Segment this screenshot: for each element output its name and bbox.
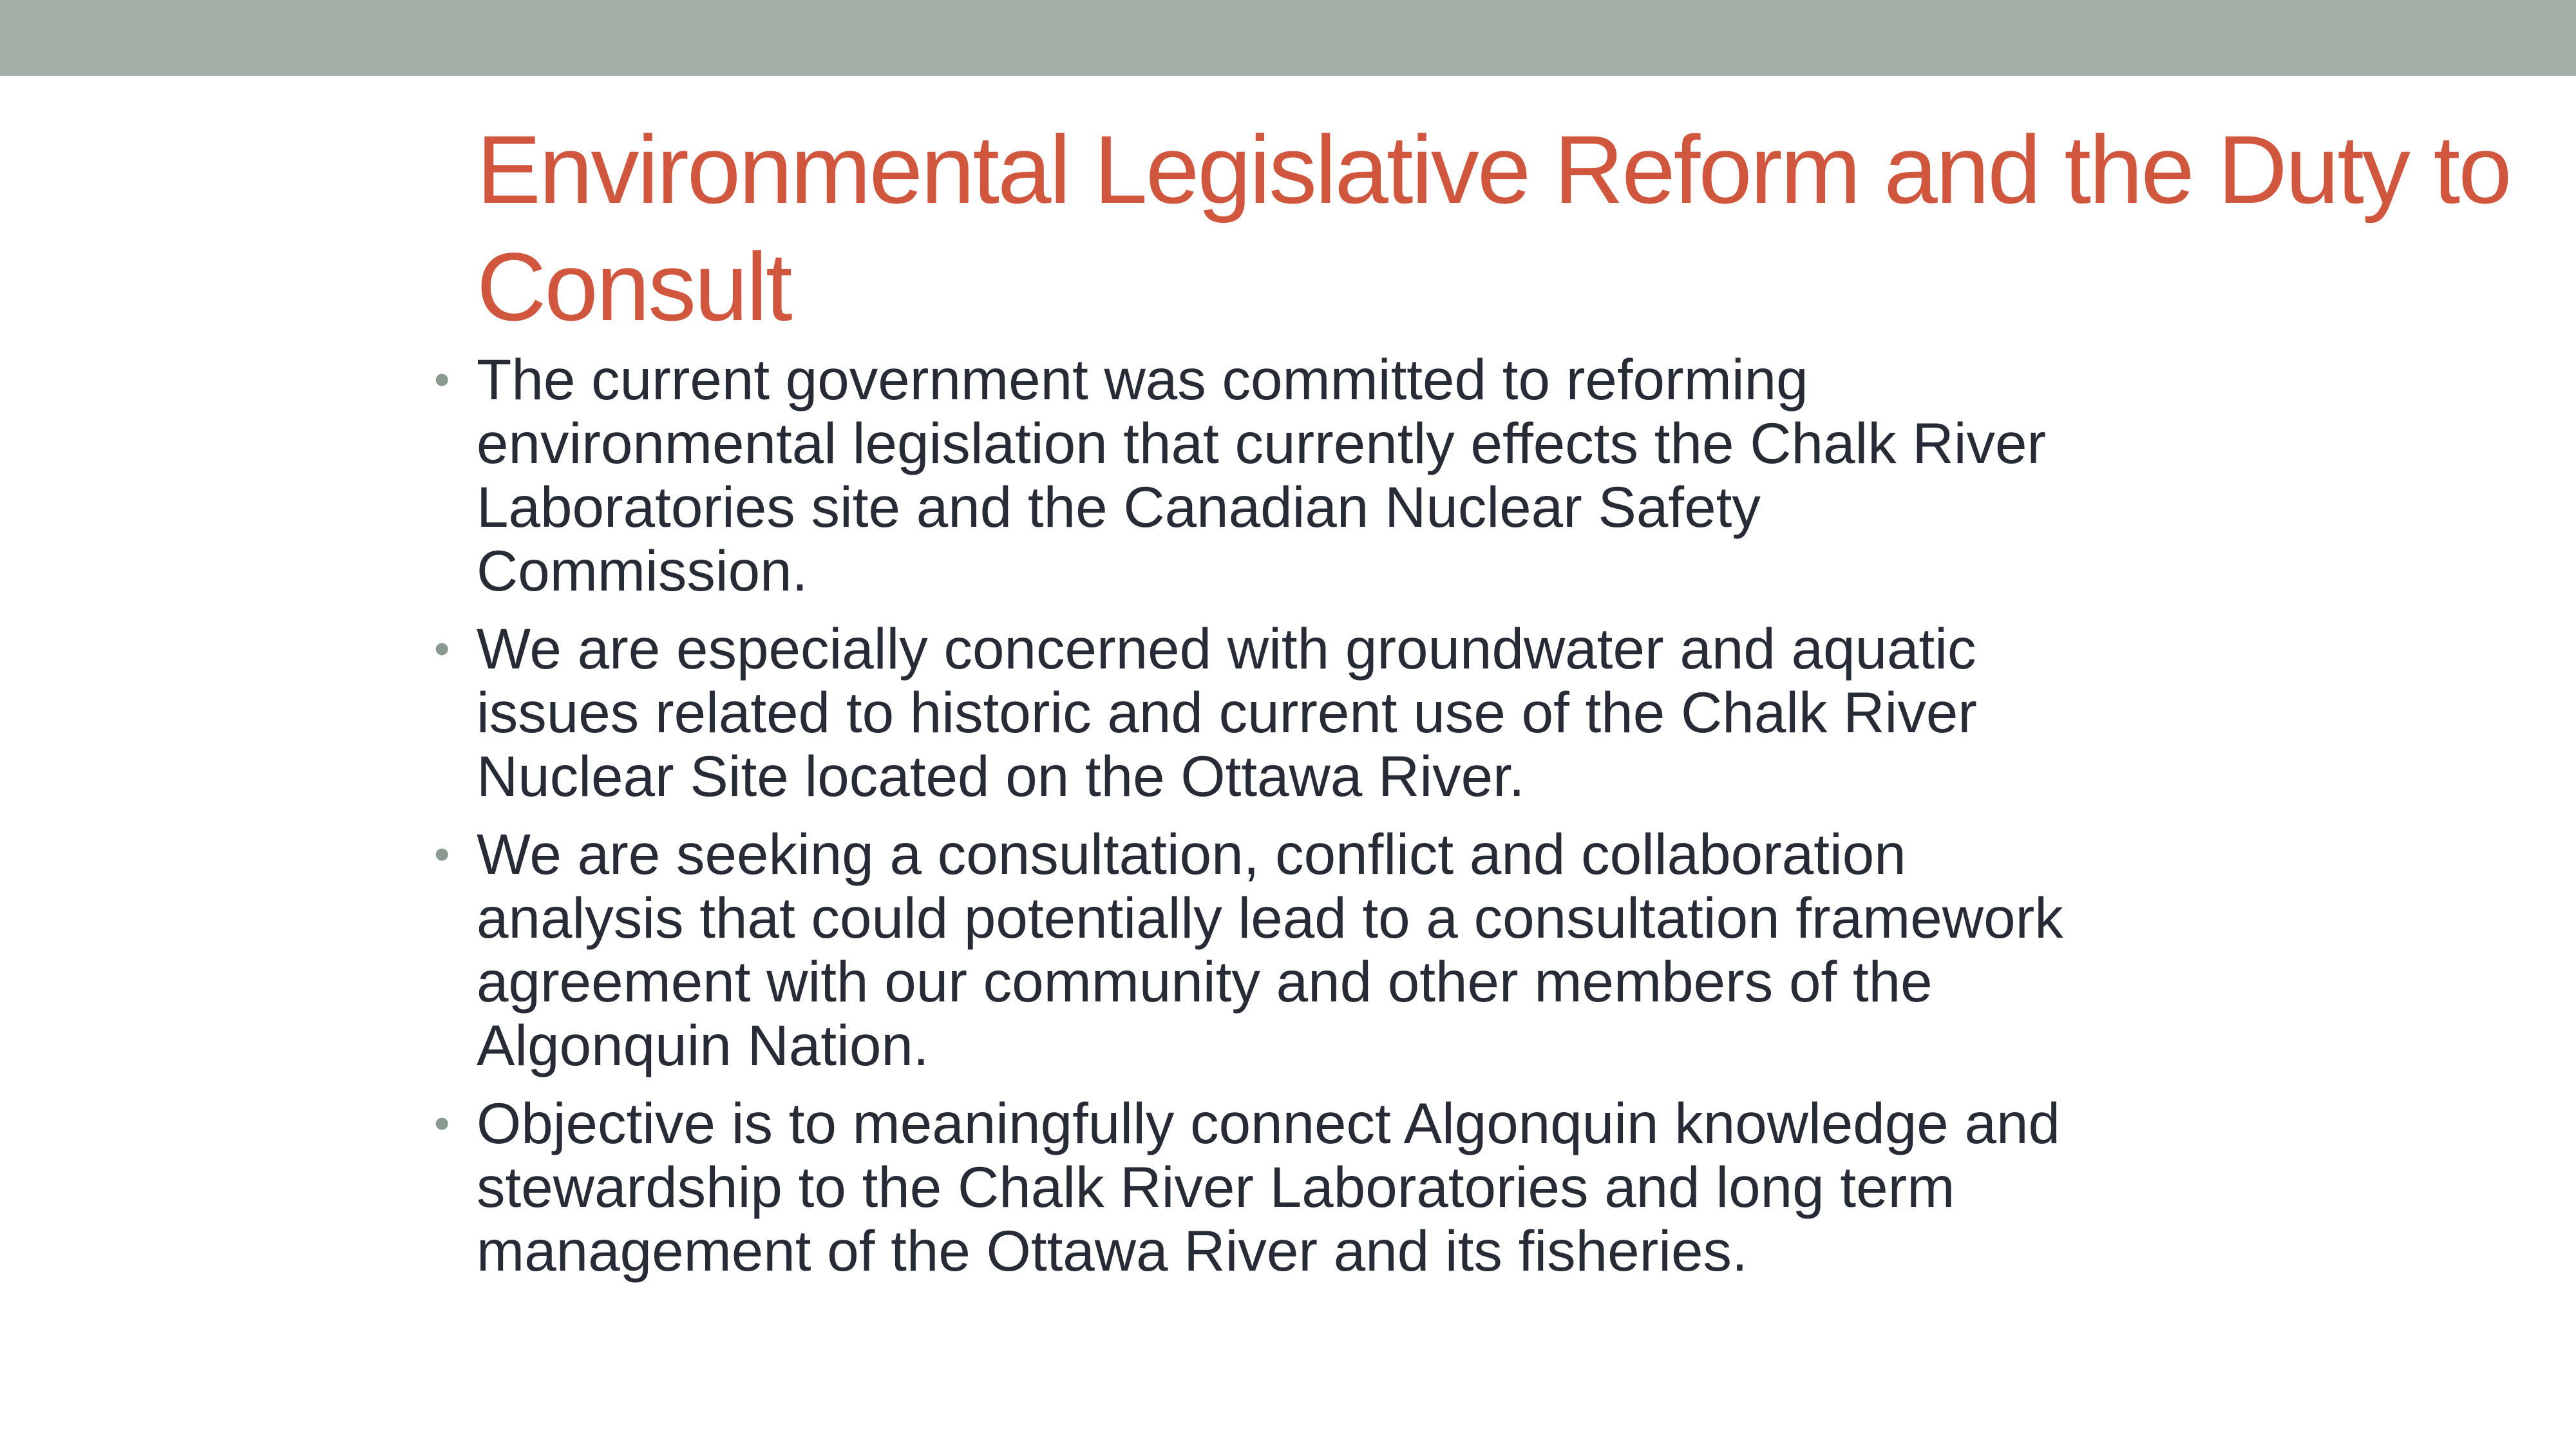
bullet-text-line: Laboratories site and the Canadian Nuclear Safety	[477, 475, 1761, 539]
slide-title-line: Environmental Legislative Reform and the Duty to	[477, 115, 2510, 223]
bullet-text-line: Algonquin Nation.	[477, 1013, 929, 1077]
bullet-text-line: Objective is to meaningfully connect Algonquin knowledge and	[477, 1091, 2060, 1155]
bullet-dot-icon: •	[434, 1098, 450, 1148]
bullet-text-line: stewardship to the Chalk River Laboratories and long term	[477, 1155, 1955, 1219]
bullet-list	[434, 347, 2409, 1297]
bullet-item	[434, 822, 2409, 1077]
top-accent-band	[0, 0, 2576, 76]
slide-title-line: Consult	[477, 232, 791, 341]
bullet-text-line: issues related to historic and current use of the Chalk River	[477, 680, 1977, 744]
bullet-dot-icon: •	[434, 623, 450, 674]
bullet-text-line: We are especially concerned with groundwater and aquatic	[477, 616, 1976, 681]
bullet-item	[434, 1091, 2409, 1283]
bullet-text-line: The current government was committed to reforming	[477, 347, 1808, 412]
bullet-text-line: We are seeking a consultation, conflict and collaboration	[477, 822, 1906, 886]
bullet-text-line: environmental legislation that currently effects the Chalk River	[477, 411, 2047, 475]
bullet-text-line: management of the Ottawa River and its fisheries.	[477, 1218, 1748, 1283]
slide-title	[477, 111, 2550, 345]
bullet-text-line: analysis that could potentially lead to a consultation framework	[477, 886, 2063, 950]
bullet-item	[434, 347, 2409, 603]
bullet-text-line: Commission.	[477, 538, 808, 603]
bullet-dot-icon: •	[434, 829, 450, 879]
bullet-dot-icon: •	[434, 354, 450, 404]
bullet-text-line: agreement with our community and other members of the	[477, 949, 1933, 1014]
bullet-item	[434, 616, 2409, 808]
bullet-text-line: Nuclear Site located on the Ottawa River.	[477, 744, 1525, 808]
